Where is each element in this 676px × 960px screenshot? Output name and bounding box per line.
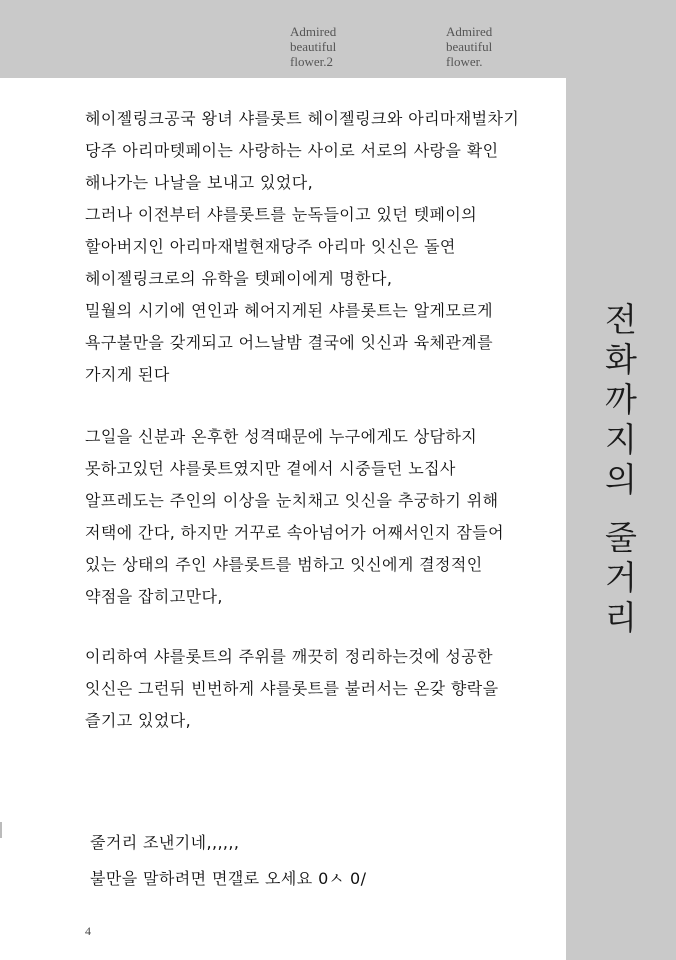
top-header-band <box>0 0 676 78</box>
body-text-line: 그러나 이전부터 샤를롯트를 눈독들이고 있던 텟페이의 <box>85 205 478 224</box>
body-text-line: 즐기고 있었다, <box>85 711 192 730</box>
body-text-line: 헤이젤링크공국 왕녀 샤를롯트 헤이젤링크와 아리마재벌차기 <box>85 109 520 128</box>
header-title-line: flower. <box>446 54 483 69</box>
body-text-line: 욕구불만을 갖게되고 어느날밤 결국에 잇신과 육체관계를 <box>85 333 493 352</box>
header-title-line: Admired <box>290 24 337 39</box>
page-number: 4 <box>85 924 91 938</box>
body-text-line: 저택에 간다, 하지만 거꾸로 속아넘어가 어째서인지 잠들어 <box>85 523 504 542</box>
side-title-char: 의 <box>605 460 637 499</box>
side-title-char: 지 <box>605 420 637 459</box>
header-title-line: flower.2 <box>290 54 333 69</box>
side-title-char: 까 <box>605 380 637 419</box>
body-text-line: 그일을 신분과 온후한 성격때문에 누구에게도 상담하지 <box>85 427 478 446</box>
header-title-volume-1 <box>446 24 492 69</box>
body-text-line: 약점을 잡히고만다, <box>85 587 223 606</box>
body-text-line: 잇신은 그런뒤 빈번하게 샤를롯트를 불러서는 온갖 향락을 <box>85 679 499 698</box>
body-text-line: 못하고있던 샤를롯트였지만 곁에서 시중들던 노집사 <box>85 459 456 478</box>
header-title-line: beautiful <box>290 39 337 54</box>
body-text-line: 당주 아리마텟페이는 사랑하는 사이로 서로의 사랑을 확인 <box>85 141 499 160</box>
body-text-line: 헤이젤링크로의 유학을 텟페이에게 명한다, <box>85 269 393 288</box>
side-title-char: 전 <box>605 300 637 339</box>
side-title-char: 리 <box>605 598 637 637</box>
side-title-char: 화 <box>605 340 637 379</box>
side-title-char: 줄 <box>605 518 637 557</box>
body-text-line: 해나가는 나날을 보내고 있었다, <box>85 173 314 192</box>
body-text-line: 있는 상태의 주인 샤를롯트를 범하고 잇신에게 결정적인 <box>85 555 483 574</box>
body-text-line: 할아버지인 아리마재벌현재당주 아리마 잇신은 돌연 <box>85 237 456 256</box>
body-text-line: 알프레도는 주인의 이상을 눈치채고 잇신을 추궁하기 위해 <box>85 491 499 510</box>
header-title-line: Admired <box>446 24 493 39</box>
side-title-char: 거 <box>605 558 637 597</box>
body-text-line: 밀월의 시기에 연인과 헤어지게된 샤를롯트는 알게모르게 <box>85 301 493 320</box>
margin-mark <box>0 822 2 838</box>
author-note: 줄거리 조낸기네,,,,,, <box>90 833 240 852</box>
author-note: 불만을 말하려면 면갤로 오세요 0ㅅ 0/ <box>90 869 367 888</box>
body-text-line: 이리하여 샤를롯트의 주위를 깨끗히 정리하는것에 성공한 <box>85 647 493 666</box>
body-text-line: 가지게 된다 <box>85 365 170 384</box>
header-title-line: beautiful <box>446 39 493 54</box>
header-title-volume-2 <box>290 24 336 69</box>
side-vertical-title <box>566 300 676 638</box>
side-title-gap <box>566 500 676 518</box>
